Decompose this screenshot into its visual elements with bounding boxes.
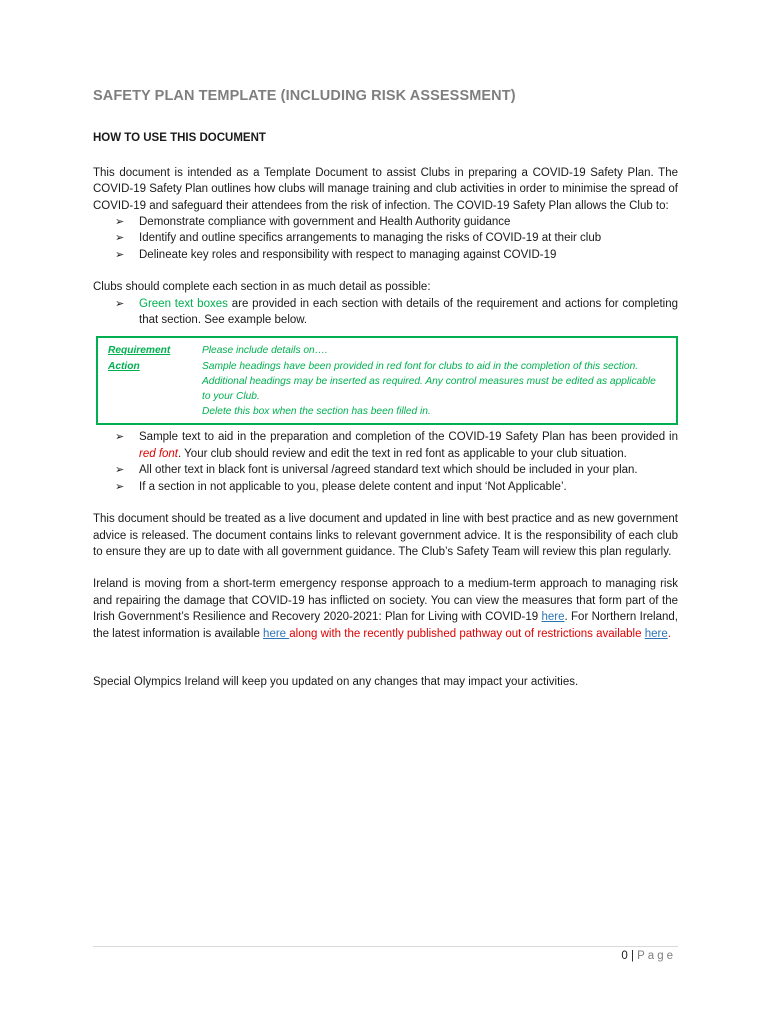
red-pathway-text: along with the recently published pathway out of restrictions available [289,627,645,640]
green-text-boxes-phrase: Green text boxes [139,297,228,310]
requirement-label: Requirement [108,345,171,357]
document-title: SAFETY PLAN TEMPLATE (INCLUDING RISK ASSESSMENT) [93,88,516,104]
list-item: ➢ If a section in not applicable to you, please delete content and input ‘Not Applicable’. [93,479,678,495]
page-content [93,88,678,690]
pathway-link[interactable]: here [644,627,668,640]
example-line: Please include details on…. [202,345,328,357]
list-item: ➢ All other text in black font is universal /agreed standard text which should be included in your plan. [93,462,678,478]
arrow-bullet-icon: ➢ [115,248,125,261]
roi-guidance-link[interactable]: here [541,611,565,624]
intro-bullet-list [93,214,678,263]
example-line: Sample headings have been provided in red font for clubs to aid in the completion of this section. Additional headings may be inserted as required. Any control measures must be edited as applicable to your Club. [202,360,656,403]
example-box-details [202,343,666,419]
footer-separator: | [630,950,634,962]
arrow-bullet-icon: ➢ [115,431,125,444]
arrow-bullet-icon: ➢ [115,464,125,477]
ireland-paragraph: Ireland is moving from a short-term emergency response approach to a medium-term approach to managing risk and repairing the damage that COVID-19 has inflicted on society. You can view the measures that form part of the Irish Government’s Resilience and Recovery 2020-2021: Plan for Living with COVID-19 here. For Northern Ireland, the latest information is available here along with the recently published pathway out of restrictions available here. [93,578,678,640]
closing-paragraph: Special Olympics Ireland will keep you updated on any changes that may impact your activities. [93,675,579,688]
live-document-paragraph: This document should be treated as a live document and updated in line with best practice and as new government advice is released. The document contains links to relevant government advice. It is the responsibility of each club to ensure they are up to date with all government guidance. The Club’s Safety Team will review this plan regularly. [93,513,678,558]
green-bullet-list [93,296,678,329]
action-label: Action [108,360,140,372]
arrow-bullet-icon: ➢ [115,232,125,245]
page-footer [621,950,676,962]
sample-bullet-list [93,429,678,495]
page-label: Page [637,950,676,962]
list-item: ➢ Identify and outline specifics arrangements to managing the risks of COVID-19 at their club [93,230,678,246]
list-item: ➢ Green text boxes are provided in each section with details of the requirement and actions for completing that section. See example below. [115,297,678,327]
ni-information-link[interactable]: here [263,627,290,640]
example-box-labels [108,343,202,419]
example-line: Delete this box when the section has been filled in. [202,406,431,418]
list-item: ➢ Sample text to aid in the preparation and completion of the COVID-19 Safety Plan has been provided in red font. Your club should review and edit the text in red font as applicable to your club situation. [115,431,678,460]
complete-intro: Clubs should complete each section in as much detail as possible: [93,281,431,294]
example-green-box [96,336,678,425]
page-number: 0 [621,950,628,962]
list-item: ➢ Delineate key roles and responsibility with respect to managing against COVID-19 [93,247,678,263]
arrow-bullet-icon: ➢ [115,480,125,493]
arrow-bullet-icon: ➢ [115,216,125,229]
how-to-heading: HOW TO USE THIS DOCUMENT [93,132,266,145]
footer-divider [93,946,678,947]
intro-paragraph: This document is intended as a Template Document to assist Clubs in preparing a COVID-19 Safety Plan. The COVID-19 Safety Plan outlines how clubs will manage training and club activities in order to minimise the spread of COVID-19 and safeguard their attendees from the risk of infection. The COVID-19 Safety Plan allows the Club to: [93,166,678,212]
arrow-bullet-icon: ➢ [115,297,125,310]
list-item: ➢ Demonstrate compliance with government and Health Authority guidance [93,214,678,230]
red-font-phrase: red font [139,447,178,460]
